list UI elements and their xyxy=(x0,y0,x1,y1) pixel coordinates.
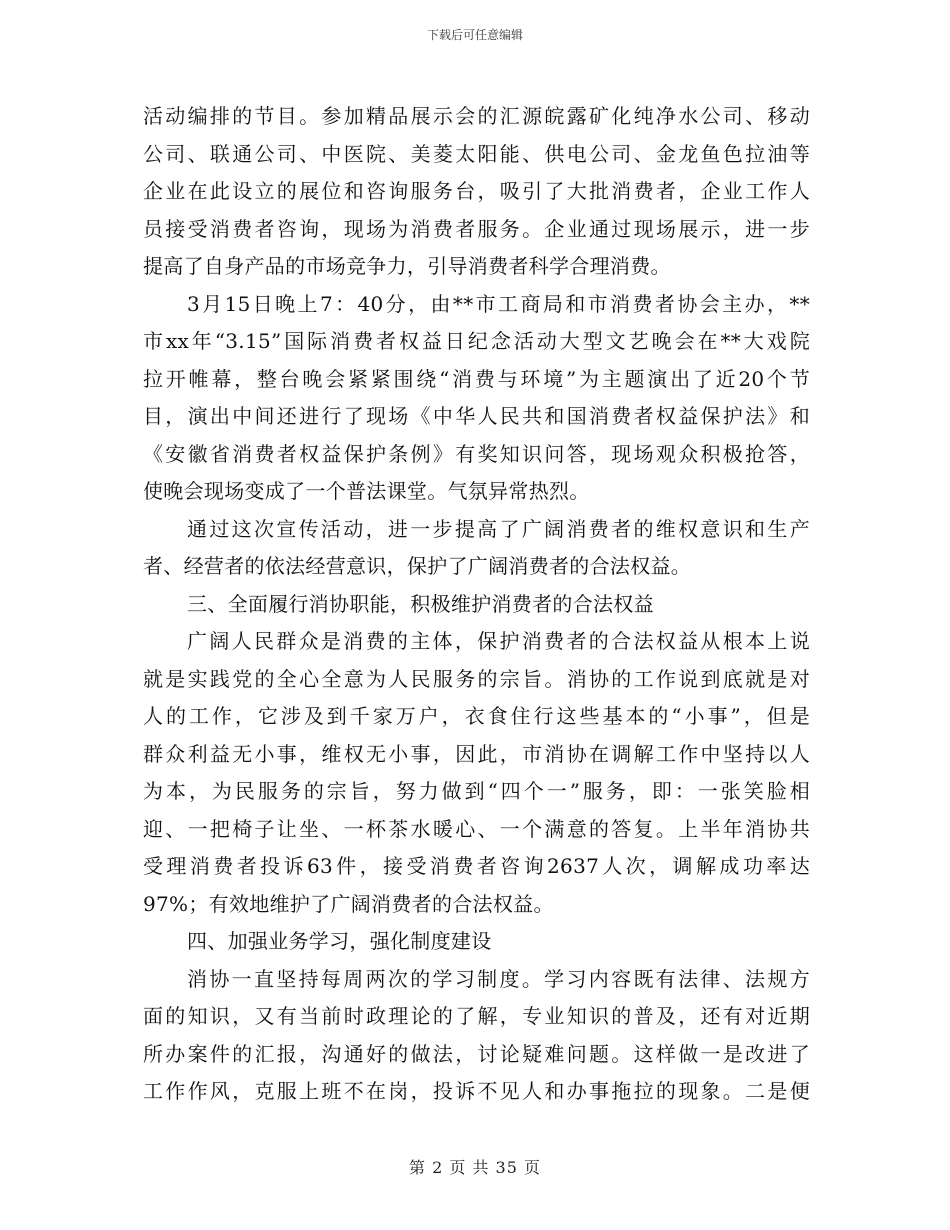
text-line: 者、经营者的依法经营意识，保护了广阔消费者的合法权益。 xyxy=(143,554,692,578)
text-line: 面的知识，又有当前时政理论的了解，专业知识的普及，还有对近期 xyxy=(143,1004,810,1028)
text-line: 所办案件的汇报，沟通好的做法，讨论疑难问题。这样做一是改进了 xyxy=(143,1041,810,1066)
text-line: 人的工作，它涉及到千家万户，衣食住行这些基本的“小事”，但是 xyxy=(143,704,810,728)
page-header: 下载后可任意编辑 xyxy=(426,28,523,42)
text-line: 消协一直坚持每周两次的学习制度。学习内容既有法律、法规方 xyxy=(187,966,810,991)
text-line: 受理消费者投诉63件，接受消费者咨询2637人次，调解成功率达 xyxy=(143,854,810,878)
text-line: 通过这次宣传活动，进一步提高了广阔消费者的维权意识和生产 xyxy=(187,516,810,541)
text-line: 《安徽省消费者权益保护条例》有奖知识问答，现场观众积极抢答， xyxy=(143,441,810,466)
text-line: 员接受消费者咨询，现场为消费者服务。企业通过现场展示，进一步 xyxy=(143,216,810,241)
text-line: 3月15日晚上7：40分，由**市工商局和市消费者协会主办，** xyxy=(187,291,810,316)
text-line: 使晚会现场变成了一个普法课堂。气氛异常热烈。 xyxy=(143,479,590,503)
text-line: 就是实践党的全心全意为人民服务的宗旨。消协的工作说到底就是对 xyxy=(143,666,810,691)
text-line: 97%；有效地维护了广阔消费者的合法权益。 xyxy=(143,891,554,916)
text-line: 市xx年“3.15”国际消费者权益日纪念活动大型文艺晚会在**大戏院 xyxy=(143,329,810,353)
document-body xyxy=(143,98,810,1111)
text-line: 拉开帷幕，整台晚会紧紧围绕“消费与环境”为主题演出了近20个节 xyxy=(143,366,810,391)
text-line: 三、全面履行消协职能，积极维护消费者的合法权益 xyxy=(187,591,654,616)
text-line: 为本，为民服务的宗旨，努力做到“四个一”服务，即：一张笑脸相 xyxy=(143,779,810,803)
text-line: 公司、联通公司、中医院、美菱太阳能、供电公司、金龙鱼色拉油等 xyxy=(143,141,810,166)
text-line: 四、加强业务学习，强化制度建设 xyxy=(187,929,492,953)
text-line: 群众利益无小事，维权无小事，因此，市消协在调解工作中坚持以人 xyxy=(143,741,810,766)
text-line: 迎、一把椅子让坐、一杯茶水暖心、一个满意的答复。上半年消协共 xyxy=(143,816,810,841)
text-line: 目，演出中间还进行了现场《中华人民共和国消费者权益保护法》和 xyxy=(143,404,810,428)
text-line: 广阔人民群众是消费的主体，保护消费者的合法权益从根本上说 xyxy=(187,629,810,653)
text-line: 活动编排的节目。参加精品展示会的汇源皖露矿化纯净水公司、移动 xyxy=(143,104,810,128)
text-line: 企业在此设立的展位和咨询服务台，吸引了大批消费者，企业工作人 xyxy=(143,179,810,203)
text-line: 工作作风，克服上班不在岗，投诉不见人和办事拖拉的现象。二是便 xyxy=(143,1079,810,1103)
text-line: 提高了自身产品的市场竞争力，引导消费者科学合理消费。 xyxy=(143,254,671,278)
page-number-footer: 第 2 页 共 35 页 xyxy=(409,1158,541,1177)
